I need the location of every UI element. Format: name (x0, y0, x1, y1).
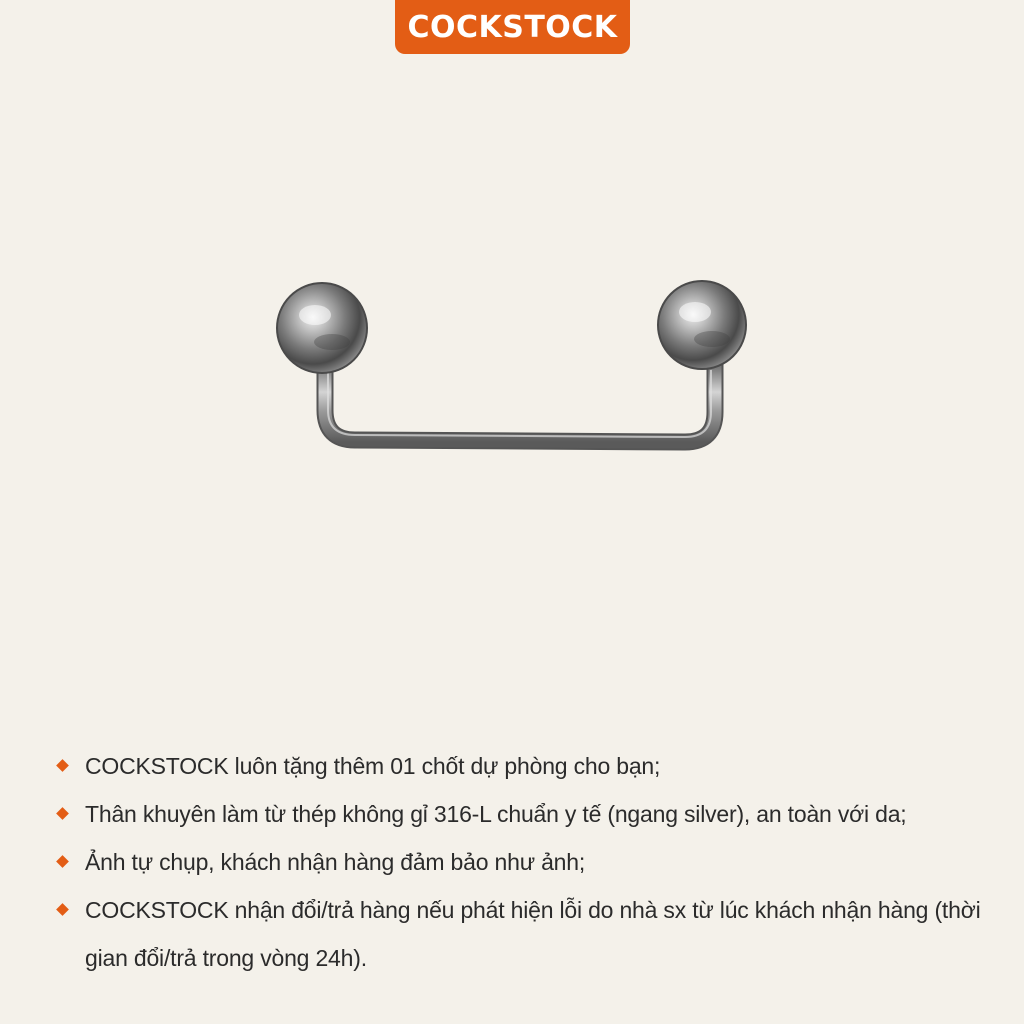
diamond-bullet-icon (56, 903, 69, 916)
feature-text: Ảnh tự chụp, khách nhận hàng đảm bảo như ảnh; (85, 849, 586, 875)
surface-barbell-piercing-image (260, 270, 760, 470)
feature-text: COCKSTOCK nhận đổi/trả hàng nếu phát hiện lỗi do nhà sx từ lúc khách nhận hàng (thời gian đổi/trả trong vòng 24h). (85, 897, 981, 971)
feature-item (55, 742, 995, 790)
feature-item (55, 838, 995, 886)
diamond-bullet-icon (56, 855, 69, 868)
brand-logo-tab (395, 0, 630, 54)
feature-text: Thân khuyên làm từ thép không gỉ 316-L chuẩn y tế (ngang silver), an toàn với da; (85, 801, 907, 827)
diamond-bullet-icon (56, 759, 69, 772)
feature-text: COCKSTOCK luôn tặng thêm 01 chốt dự phòng cho bạn; (85, 753, 661, 779)
brand-name: COCKSTOCK (407, 9, 618, 45)
feature-item (55, 886, 995, 982)
feature-list (55, 742, 995, 982)
feature-item (55, 790, 995, 838)
diamond-bullet-icon (56, 807, 69, 820)
